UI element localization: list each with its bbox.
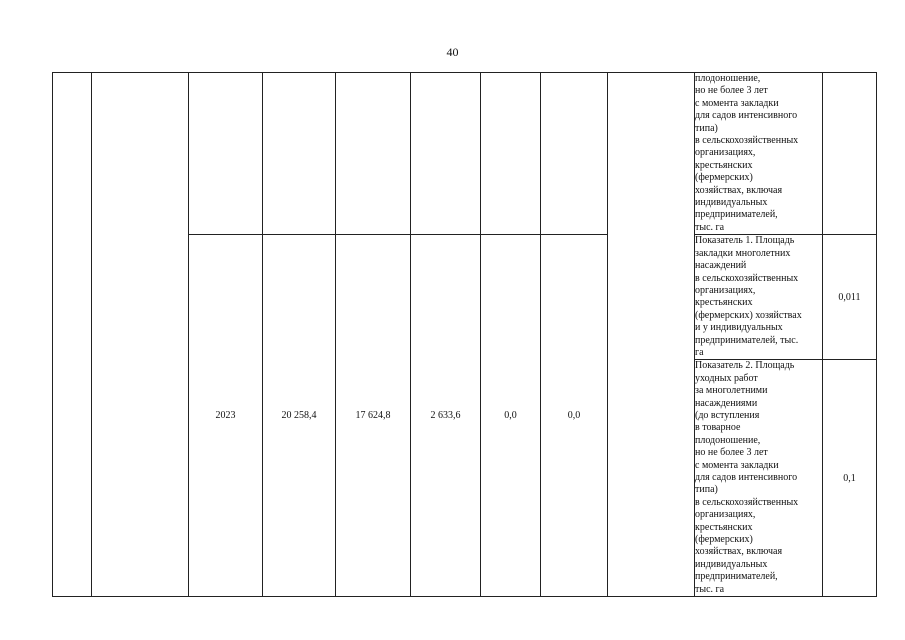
desc-line: хозяйствах, включая [695, 546, 783, 558]
desc-line: с момента закладки [695, 459, 779, 471]
desc-line: Показатель 1. Площадь [695, 235, 795, 247]
indicator-description-cell [695, 73, 823, 235]
col5-cell-prev [541, 73, 608, 235]
result-cell [608, 73, 695, 597]
indicator-2-value: 0,1 [823, 360, 877, 597]
desc-line: в сельскохозяйственных [695, 135, 799, 147]
indicator-value-cell [823, 73, 877, 235]
desc-line: тыс. га [695, 221, 725, 233]
col3-cell-prev [411, 73, 481, 235]
col4-cell: 0,0 [481, 235, 541, 597]
desc-line: (фермерских) хозяйствах [695, 309, 802, 321]
total-cell: 20 258,4 [263, 235, 336, 597]
desc-line: предпринимателей, [695, 571, 778, 583]
desc-line: для садов интенсивного [695, 472, 798, 483]
desc-line: но не более 3 лет [695, 85, 768, 97]
desc-line: (фермерских) [695, 534, 753, 546]
col4-cell-prev [481, 73, 541, 235]
year-cell: 2023 [189, 235, 263, 597]
row-number-cell [53, 73, 92, 597]
desc-line: типа) [695, 484, 718, 496]
desc-line: индивидуальных [695, 558, 768, 570]
budget-table [52, 72, 877, 597]
desc-line: для садов интенсивного [695, 110, 798, 122]
desc-line: в товарное [695, 422, 741, 434]
year-cell-prev [189, 73, 263, 235]
total-cell-prev [263, 73, 336, 235]
desc-line: организациях, [695, 147, 756, 159]
desc-line: в сельскохозяйственных [695, 272, 799, 284]
desc-line: и у индивидуальных [695, 322, 783, 334]
col3-cell: 2 633,6 [411, 235, 481, 597]
desc-line: организациях, [695, 509, 756, 521]
indicator-2-description [695, 360, 823, 597]
desc-line: за многолетними [695, 385, 768, 397]
desc-line: плодоношение, [695, 434, 761, 446]
desc-line: насаждений [695, 260, 747, 272]
table-row [53, 73, 877, 235]
desc-line: плодоношение, [695, 73, 761, 84]
desc-line: организациях, [695, 284, 756, 296]
col2-cell-prev [336, 73, 411, 235]
desc-line: насаждениями [695, 397, 758, 409]
name-cell [92, 73, 189, 597]
desc-line: уходных работ [695, 372, 758, 384]
desc-line: в сельскохозяйственных [695, 496, 799, 508]
desc-line: крестьянских [695, 159, 753, 171]
desc-line: но не более 3 лет [695, 447, 768, 459]
col2-cell: 17 624,8 [336, 235, 411, 597]
col5-cell: 0,0 [541, 235, 608, 597]
desc-line: хозяйствах, включая [695, 184, 783, 196]
desc-line: типа) [695, 122, 718, 134]
page-number: 40 [446, 45, 459, 59]
desc-line: предпринимателей, тыс. [695, 334, 799, 346]
desc-line: (фермерских) [695, 172, 753, 184]
desc-line: Показатель 2. Площадь [695, 360, 795, 372]
desc-line: га [695, 346, 704, 358]
indicator-1-description [695, 235, 823, 360]
desc-line: с момента закладки [695, 97, 779, 109]
desc-line: закладки многолетних [695, 247, 791, 259]
indicator-1-value: 0,011 [823, 235, 877, 360]
desc-line: индивидуальных [695, 197, 768, 209]
desc-line: крестьянских [695, 521, 753, 533]
desc-line: (до вступления [695, 409, 760, 421]
desc-line: тыс. га [695, 583, 725, 595]
desc-line: крестьянских [695, 297, 753, 309]
desc-line: предпринимателей, [695, 209, 778, 221]
